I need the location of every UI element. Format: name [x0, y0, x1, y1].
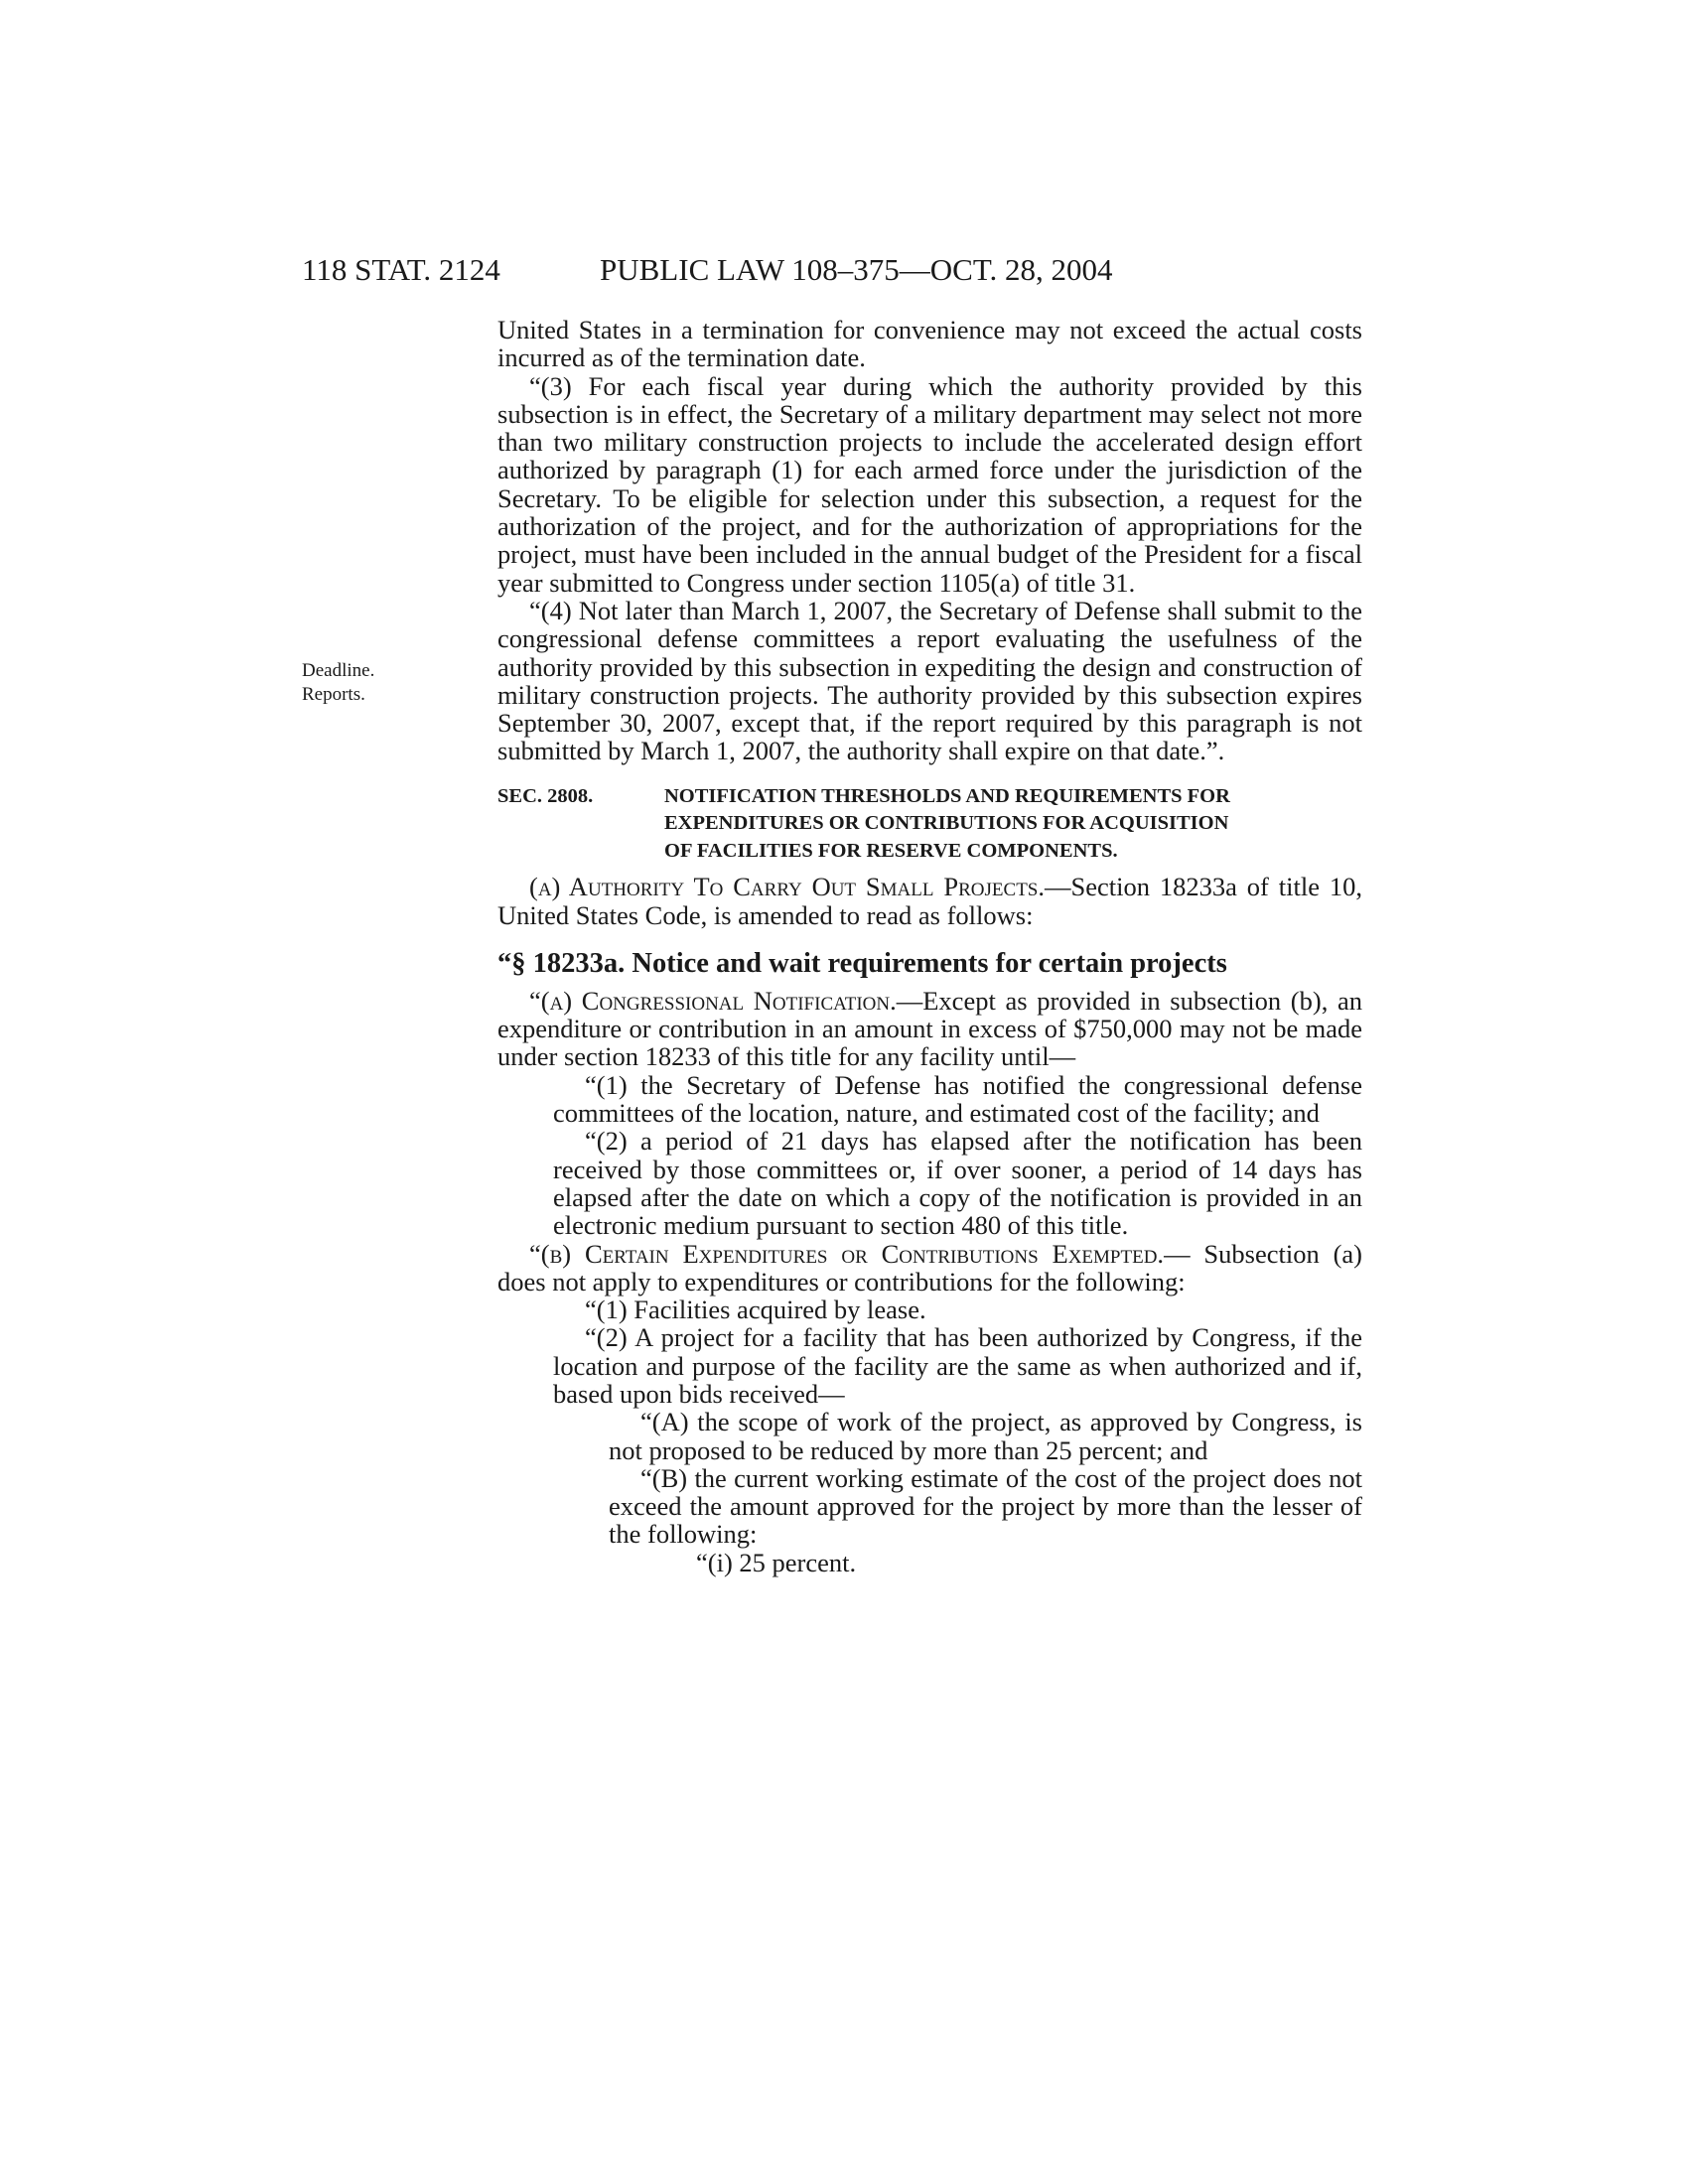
- margin-note-deadline: Deadline.: [302, 660, 375, 681]
- paragraph-continued: United States in a termination for convenience may not exceed the actual costs incurred as of the termination date.: [497, 315, 1362, 373]
- quoted-subsection-a: [497, 987, 1362, 1071]
- margin-note: [302, 659, 421, 707]
- subsection-a: [497, 873, 1362, 929]
- paragraph-3: “(3) For each fiscal year during which the authority provided by this subsection is in effect, the Secretary of a military department may select not more than two military construction projects to include the accelerated design effort authorized by paragraph (1) for each armed force under the jurisdiction of the Secretary. To be eligible for selection under this subsection, a request for the authorization of the project, and for the authorization of appropriations for the project, must have been included in the annual budget of the President for a fiscal year submitted to Congress under section 1105(a) of title 31.: [497, 370, 1362, 598]
- quoted-subparagraph-B: “(B) the current working estimate of the cost of the project does not exceed the amount approved for the project by more than the lesser of the following:: [609, 1462, 1362, 1550]
- quoted-paragraph-b1: “(1) Facilities acquired by lease.: [585, 1295, 926, 1325]
- code-section-heading: “§ 18233a. Notice and wait requirements for certain projects: [497, 947, 1227, 979]
- margin-note-reports: Reports.: [302, 684, 365, 705]
- quoted-subsection-a-heading: “(a) Congressional Notification.: [529, 985, 897, 1016]
- running-title: PUBLIC LAW 108–375—OCT. 28, 2004: [600, 252, 1113, 287]
- quoted-paragraph-a2: “(2) a period of 21 days has elapsed after the notification has been received by those committees or, if over sooner, a period of 14 days has elapsed after the date on which a copy of the notification is provided in an electronic medium pursuant to section 480 of this title.: [553, 1126, 1362, 1241]
- quoted-subsection-b-text: — Subsection (a) does not apply to expenditures or contributions for the following:: [497, 1238, 1362, 1297]
- main-text: [497, 316, 1362, 1576]
- section-title-line: OF FACILITIES FOR RESERVE COMPONENTS.: [664, 839, 1118, 862]
- quoted-subsection-b: [497, 1240, 1362, 1297]
- paragraph-4: “(4) Not later than March 1, 2007, the Secretary of Defense shall submit to the congressional defense committees a report evaluating the usefulness of the authority provided by this subsection in expediting the design and construction of military construction projects. The authority provided by this subsection expires September 30, 2007, except that, if the report required by this paragraph is not submitted by March 1, 2007, the authority shall expire on that date.”.: [497, 595, 1362, 766]
- section-heading: [497, 783, 1362, 866]
- quoted-subsection-a-text: —Except as provided in subsection (b), an expenditure or contribution in an amount in excess of $750,000 may not be made under section 18233 of this title for any facility until—: [497, 985, 1362, 1072]
- subsection-a-heading: (a) Authority To Carry Out Small Projects.: [529, 872, 1045, 902]
- section-number: SEC. 2808.: [497, 784, 594, 807]
- section-title-line: NOTIFICATION THRESHOLDS AND REQUIREMENTS FOR: [664, 784, 1230, 807]
- quoted-subsection-b-heading: “(b) Certain Expenditures or Contributions Exempted.: [529, 1238, 1165, 1269]
- quoted-subparagraph-A: “(A) the scope of work of the project, as approved by Congress, is not proposed to be reduced by more than 25 percent; and: [609, 1407, 1362, 1465]
- quoted-paragraph-a1: “(1) the Secretary of Defense has notified the congressional defense committees of the location, nature, and estimated cost of the facility; and: [553, 1069, 1362, 1129]
- running-head: [302, 250, 1362, 290]
- quoted-clause-i: “(i) 25 percent.: [696, 1547, 857, 1577]
- quoted-paragraph-b2: “(2) A project for a facility that has been authorized by Congress, if the location and purpose of the facility are the same as when authorized and if, based upon bids received—: [553, 1322, 1362, 1409]
- page-number: 118 STAT. 2124: [302, 252, 500, 287]
- section-title-line: EXPENDITURES OR CONTRIBUTIONS FOR ACQUISITION: [664, 812, 1229, 835]
- subsection-a-text: —Section 18233a of title 10, United States Code, is amended to read as follows:: [497, 872, 1362, 930]
